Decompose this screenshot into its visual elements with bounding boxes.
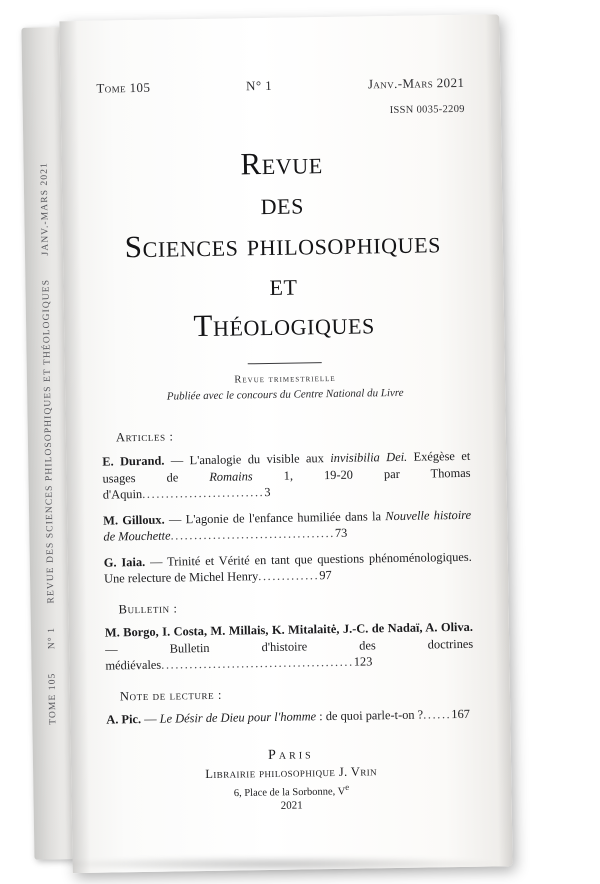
spine-text [39,152,58,735]
spine-title: REVUE DES SCIENCES PHILOSOPHIQUES ET THÉOLOGIQUES [41,278,57,604]
toc-entry-italic-2: Romains [209,468,253,484]
title-line-3: Sciences philosophiques [124,223,442,264]
toc-entry-author: E. Durand. [102,453,165,469]
toc-entry-text: L'agonie de l'enfance humiliée dans la [185,508,386,526]
imprint-year: 2021 [280,799,303,813]
spine-tome: TOME 105 [47,672,59,725]
title-line-5: Théologiques [193,305,376,344]
toc-entry-author: M. Gilloux. [103,512,165,528]
section-heading-bulletin: Bulletin : [118,601,178,616]
toc-leader-dots: .......................... [142,485,265,502]
title-line-2: des [260,185,305,222]
support-note: Publiée avec le concours du Centre National du Livre [166,387,404,404]
toc-entry [103,506,471,545]
front-cover [59,14,512,873]
title-divider [248,363,322,365]
toc-entry [106,706,474,728]
masthead [96,75,464,97]
toc-entry-text-mid: Exégèse et usages de [102,448,471,486]
spine-date: JANV.-MARS 2021 [39,161,52,256]
toc-entry-dash: — [105,641,170,657]
toc-entry-text-mid: : de quoi parle-t-on ? [316,707,424,724]
toc-leader-dots: ......................................... [161,654,354,672]
toc-entry-page: 73 [334,525,348,541]
toc-entry-text: Bulletin d'histoire des doctrines médiévales [105,636,474,673]
toc-entry-text: L'analogie du visible aux [189,451,331,468]
issn-code: ISSN 0035-2209 [389,103,465,117]
periodicity-label: Revue trimestrielle [234,373,336,387]
section-heading-note-de-lecture: Note de lecture : [119,687,223,704]
toc-entry-page: 167 [451,707,471,722]
toc-entry-page: 97 [319,568,332,583]
journal-title [97,141,468,348]
toc-entry-dash: — [145,554,168,569]
imprint-address-text: 6, Place de la Sorbonne, V [233,786,346,799]
toc-entry-italic: Nouvelle histoire de Mouchette [103,507,472,544]
toc-entry-author: G. Iaia. [103,554,146,570]
toc-entry-dash: — [164,453,190,468]
masthead-tome: Tome 105 [96,79,151,96]
toc-leader-dots: ................................... [170,526,336,543]
imprint-city: Paris [267,747,314,763]
spine-number: N° 1 [46,626,58,650]
imprint-block [107,745,476,815]
toc-entry-dash: — [140,712,160,727]
imprint-publisher: Librairie philosophique J. Vrin [205,764,378,781]
table-of-contents [102,424,475,728]
toc-entry [105,619,474,674]
masthead-issue-number: N° 1 [245,77,273,94]
toc-leader-dots: ............. [258,568,320,584]
drop-shadow [54,856,506,872]
toc-leader-dots: ...... [423,707,452,722]
toc-entry-text: Trinité et Vérité en tant que questions phénoménologiques. Une relecture de Michel Henry [103,549,472,586]
toc-entry-page: 3 [264,485,271,500]
title-line-4: et [269,266,298,302]
masthead-date: Janv.-Mars 2021 [367,74,465,92]
toc-entry-dash: — [164,511,186,527]
toc-entry-italic: Le Désir de Dieu pour l'homme [159,709,317,727]
toc-entry [104,548,472,587]
imprint-address-superscript: e [345,781,350,792]
toc-entry-author: M. Borgo, I. Costa, M. Millais, K. Mitalaitė, J.-C. de Nadaï, A. Oliva. [104,620,474,640]
journal-cover-photo [21,14,514,873]
section-heading-articles: Articles : [115,429,174,445]
toc-entry-italic: invisibilia Dei. [330,449,408,466]
title-line-1: Revue [240,145,324,182]
toc-entry-page: 123 [353,654,373,669]
toc-entry-text-end: 1, 19-20 par Thomas d'Aquin [102,465,471,502]
toc-entry [102,448,471,503]
toc-entry-author: A. Pic. [106,712,142,727]
cover-content [96,75,475,815]
